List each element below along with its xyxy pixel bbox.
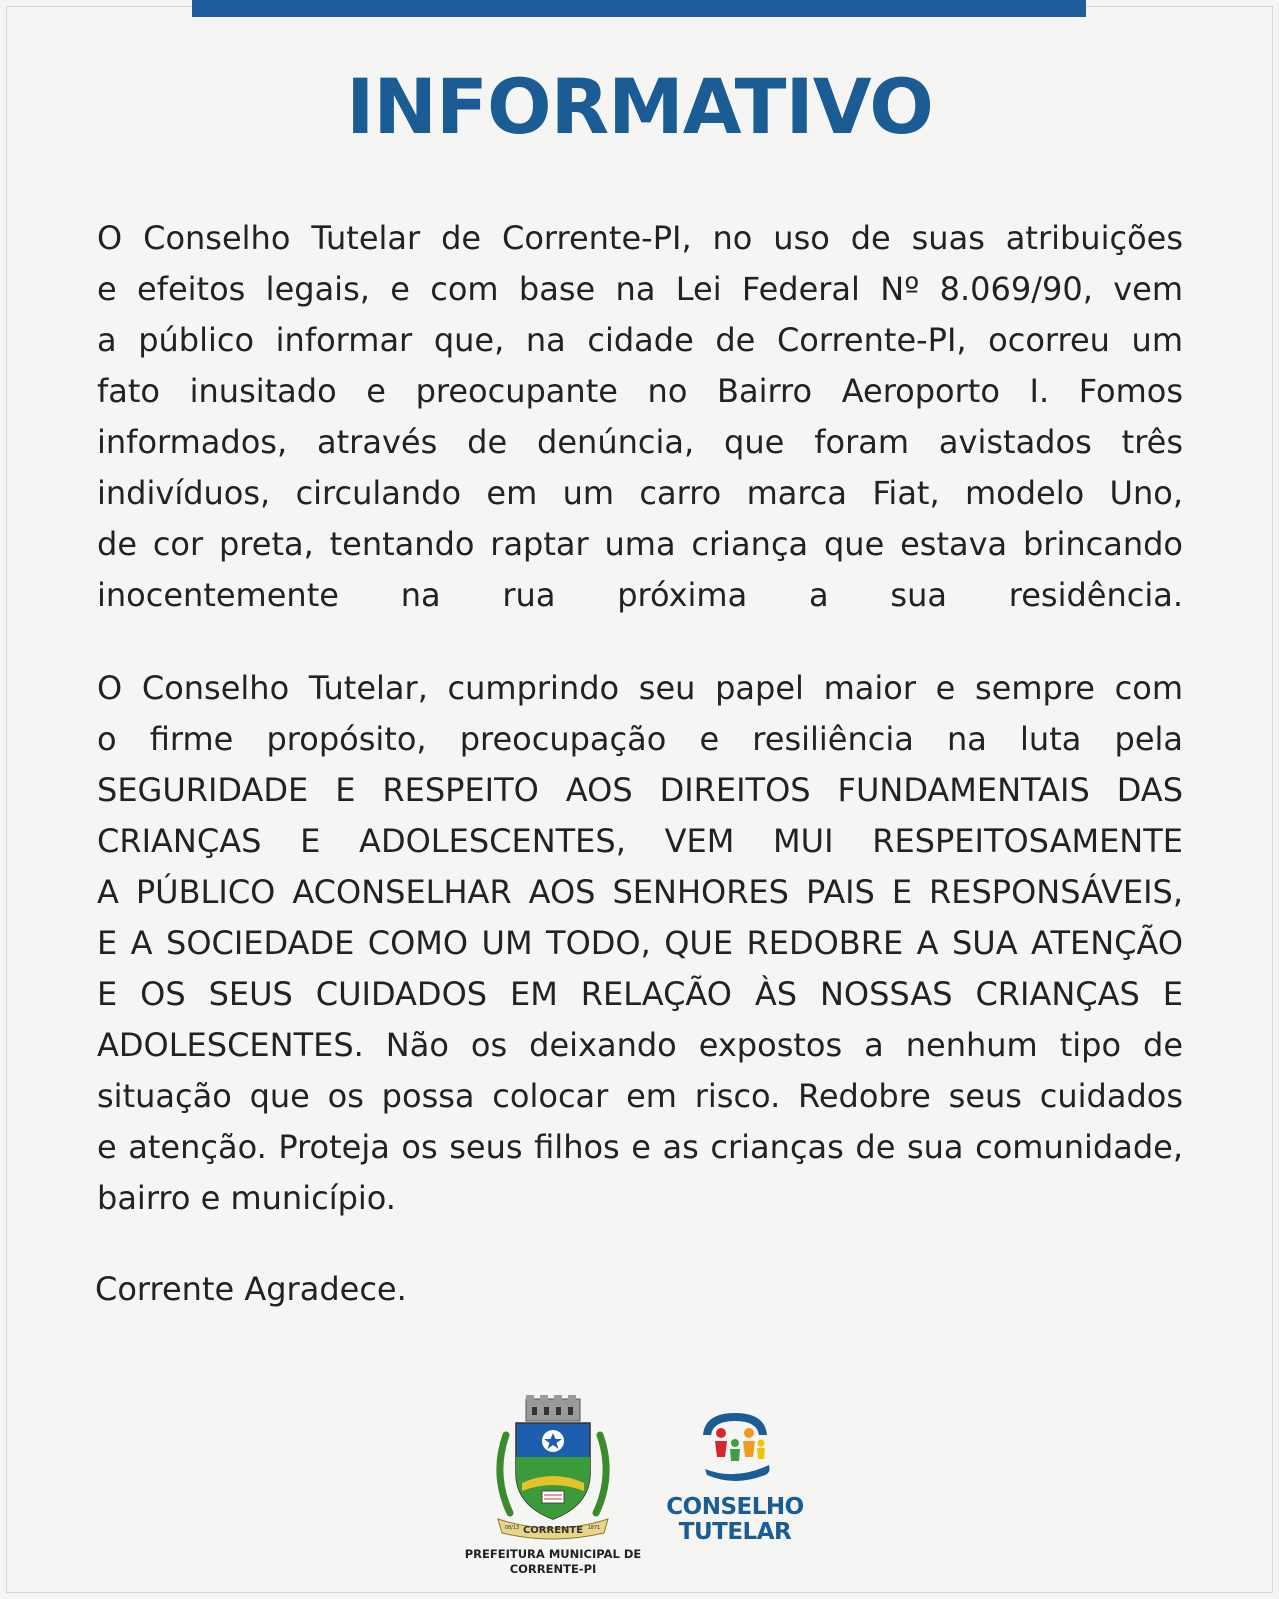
paragraph-line: informados, através de denúncia, que foram avistados três: [97, 423, 1183, 461]
top-accent-bar: [192, 0, 1086, 17]
paragraph-line: a público informar que, na cidade de Corrente-PI, ocorreu um: [97, 321, 1183, 359]
crest-ribbon-text: CORRENTE: [522, 1525, 584, 1536]
paragraph-line: A PÚBLICO ACONSELHAR AOS SENHORES PAIS E RESPONSÁVEIS,: [97, 873, 1183, 911]
paragraph-line: SEGURIDADE E RESPEITO AOS DIREITOS FUNDAMENTAIS DAS: [97, 771, 1183, 809]
paragraph-line: indivíduos, circulando em um carro marca Fiat, modelo Uno,: [97, 474, 1183, 512]
family-roof-icon: [685, 1405, 785, 1485]
paragraph-line: bairro e município.: [97, 1179, 396, 1217]
conselho-tutelar-logo: [660, 1405, 810, 1545]
conselho-name-line-1: CONSELHO: [666, 1494, 804, 1520]
paragraph-line: E A SOCIEDADE COMO UM TODO, QUE REDOBRE A SUA ATENÇÃO: [97, 924, 1183, 962]
paragraph-line: e atenção. Proteja os seus filhos e as crianças de sua comunidade,: [97, 1128, 1183, 1166]
paragraph-line: fato inusitado e preocupante no Bairro Aeroporto I. Fomos: [97, 372, 1183, 410]
paragraph-line: situação que os possa colocar em risco. Redobre seus cuidados: [97, 1077, 1183, 1115]
closing-text: Corrente Agradece.: [95, 1270, 407, 1308]
footer-logos: [0, 1395, 1279, 1595]
prefeitura-caption-line-2: CORRENTE-PI: [509, 1562, 597, 1576]
paragraph-1: [97, 213, 1183, 621]
paragraph-line: de cor preta, tentando raptar uma criança que estava brincando: [97, 525, 1183, 563]
prefeitura-caption-line-1: PREFEITURA MUNICIPAL DE: [464, 1547, 642, 1561]
paragraph-line: ADOLESCENTES. Não os deixando expostos a nenhum tipo de: [97, 1026, 1183, 1064]
paragraph-line: O Conselho Tutelar de Corrente-PI, no uso de suas atribuições: [97, 219, 1183, 257]
paragraph-2: [97, 663, 1183, 1224]
paragraph-line: e efeitos legais, e com base na Lei Federal Nº 8.069/90, vem: [97, 270, 1183, 308]
paragraph-line: o firme propósito, preocupação e resiliência na luta pela: [97, 720, 1183, 758]
paragraph-line: O Conselho Tutelar, cumprindo seu papel maior e sempre com: [97, 669, 1183, 707]
prefeitura-caption: [458, 1547, 648, 1577]
crest-year-right: 1871: [587, 1525, 601, 1531]
page-title: INFORMATIVO: [346, 62, 933, 151]
paragraph-line: E OS SEUS CUIDADOS EM RELAÇÃO ÀS NOSSAS CRIANÇAS E: [97, 975, 1183, 1013]
conselho-name-line-2: TUTELAR: [678, 1519, 792, 1545]
paragraph-line: inocentemente na rua próxima a sua residência.: [97, 576, 1183, 614]
municipal-crest-icon: [488, 1395, 618, 1545]
prefeitura-logo: [458, 1395, 648, 1577]
conselho-name: [660, 1495, 810, 1545]
paragraph-line: CRIANÇAS E ADOLESCENTES, VEM MUI RESPEITOSAMENTE: [97, 822, 1183, 860]
crest-year-left: 08/13: [504, 1525, 520, 1531]
